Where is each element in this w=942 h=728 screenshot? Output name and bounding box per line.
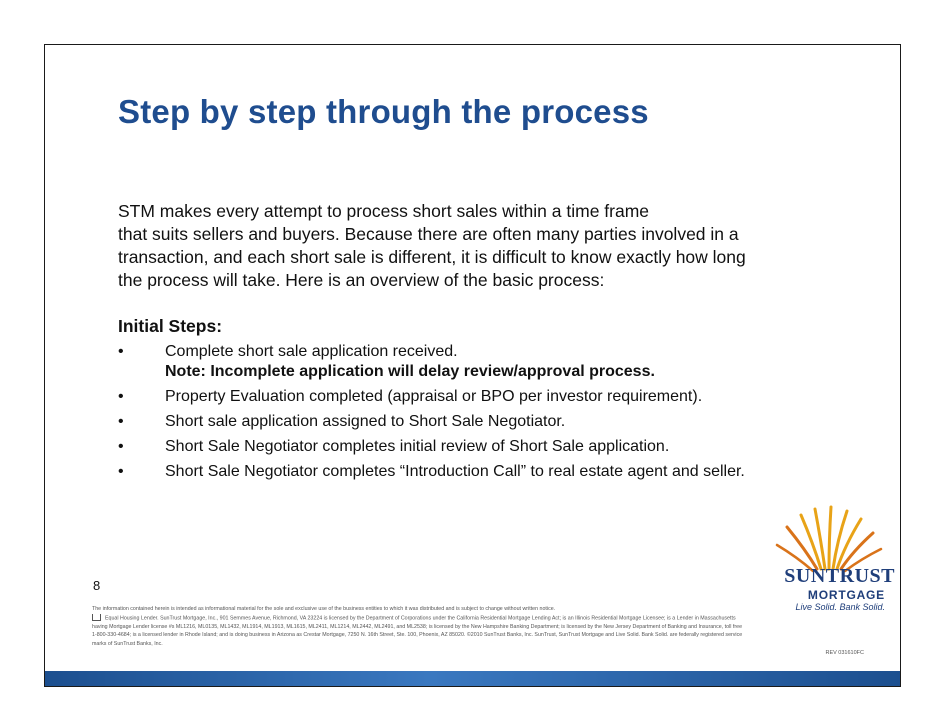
bullet-icon: • xyxy=(118,463,124,480)
equal-housing-icon xyxy=(92,614,101,621)
step-text: Short sale application assigned to Short Sale Negotiator. xyxy=(165,413,566,430)
disclaimer-line xyxy=(92,614,892,623)
disclaimer-text: Equal Housing Lender. SunTrust Mortgage, Inc., 901 Semmes Avenue, Richmond, VA 23224 is licensed by the Department of Corporations under the California Residential Mortgage Lending Act; is an Illinois Residential Mortgage Licensee; is a Lender in Massachusetts xyxy=(105,615,736,621)
legal-disclaimer xyxy=(92,605,892,648)
list-item xyxy=(118,462,838,482)
footer-bar xyxy=(45,671,900,686)
intro-line: the process will take. Here is an overview of the basic process: xyxy=(118,270,605,290)
list-item xyxy=(118,387,838,407)
step-note: Note: Incomplete application will delay review/approval process. xyxy=(165,363,655,380)
slide xyxy=(44,44,901,687)
logo-tagline: Live Solid. Bank Solid. xyxy=(795,602,885,612)
intro-line: that suits sellers and buyers. Because there are often many parties involved in a xyxy=(118,224,739,244)
step-text: Property Evaluation completed (appraisal or BPO per investor requirement). xyxy=(165,388,703,405)
intro-line: STM makes every attempt to process short sales within a time frame xyxy=(118,201,650,221)
revision-code: REV 031610FC xyxy=(825,650,864,656)
disclaimer-line: 1-800-330-4684; is a licensed lender in Rhode Island; and is doing business in Arizona as Crestar Mortgage, 7250 N. 16th Street, Ste. 100, Phoenix, AZ 85020. ©2010 SunTrust Banks, Inc. SunTrust, SunTrust Mortgage and Live Solid. Bank Solid. are federally registered service xyxy=(92,632,743,639)
logo-subtitle: MORTGAGE xyxy=(807,588,885,602)
step-text: Short Sale Negotiator completes “Introduction Call” to real estate agent and seller. xyxy=(165,463,745,480)
bullet-icon: • xyxy=(118,413,124,430)
list-item xyxy=(118,342,838,382)
disclaimer-line: having Mortgage Lender license #s ML1216, ML0135, ML1432, ML1914, ML1913, ML1615, ML2411, ML1214, ML2442, ML2491, and ML2538; is licensed by the New Hampshire Banking Department; is licensed by the New Jersey Department of Banking and Insurance, toll free xyxy=(92,623,743,630)
bullet-icon: • xyxy=(118,343,124,360)
page-number: 8 xyxy=(93,578,101,593)
bullet-icon: • xyxy=(118,388,124,405)
intro-line: transaction, and each short sale is different, it is difficult to know exactly how long xyxy=(118,247,746,267)
list-item xyxy=(118,437,838,457)
disclaimer-line: The information contained herein is intended as informational material for the sole and exclusive use of the business entities to which it was distributed and is subject to change without written notice. xyxy=(92,606,556,612)
list-item xyxy=(118,412,838,432)
section-heading: Initial Steps: xyxy=(118,316,223,336)
bullet-icon: • xyxy=(118,438,124,455)
intro-paragraph xyxy=(118,200,838,292)
steps-list xyxy=(118,342,838,487)
step-text: Short Sale Negotiator completes initial review of Short Sale application. xyxy=(165,438,670,455)
suntrust-logo xyxy=(743,503,893,611)
step-text: Complete short sale application received. xyxy=(165,343,458,360)
logo-wordmark: SUNTRUST xyxy=(784,565,895,587)
sunburst-icon xyxy=(743,503,893,573)
disclaimer-line: marks of SunTrust Banks, Inc. xyxy=(92,640,163,647)
slide-title: Step by step through the process xyxy=(118,93,649,130)
